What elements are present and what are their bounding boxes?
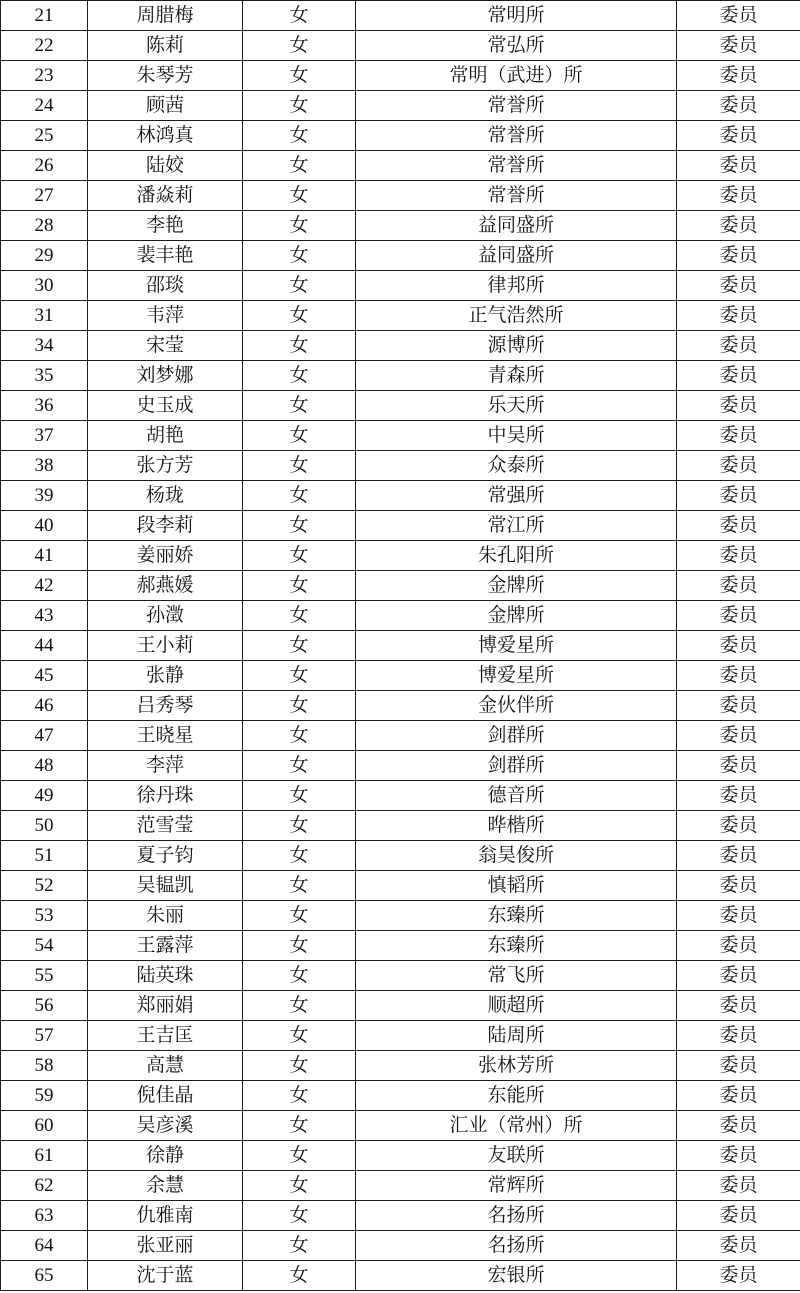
member-name-cell: 韦萍 [88,301,243,331]
row-number-cell: 55 [1,961,88,991]
gender-cell: 女 [243,241,356,271]
law-firm-cell: 陆周所 [356,1021,677,1051]
row-number-cell: 62 [1,1171,88,1201]
row-number-cell: 63 [1,1201,88,1231]
role-cell: 委员 [677,241,800,271]
row-number-cell: 42 [1,571,88,601]
member-name-cell: 陈莉 [88,31,243,61]
law-firm-cell: 常强所 [356,481,677,511]
row-number-cell: 45 [1,661,88,691]
table-row [1,211,800,241]
row-number-cell: 57 [1,1021,88,1051]
member-name-cell: 胡艳 [88,421,243,451]
law-firm-cell: 东臻所 [356,901,677,931]
role-cell: 委员 [677,661,800,691]
law-firm-cell: 晔楷所 [356,811,677,841]
member-name-cell: 裴丰艳 [88,241,243,271]
member-name-cell: 李萍 [88,751,243,781]
member-name-cell: 陆姣 [88,151,243,181]
member-name-cell: 李艳 [88,211,243,241]
gender-cell: 女 [243,331,356,361]
row-number-cell: 64 [1,1231,88,1261]
row-number-cell: 29 [1,241,88,271]
table-row [1,811,800,841]
row-number-cell: 37 [1,421,88,451]
role-cell: 委员 [677,1171,800,1201]
row-number-cell: 38 [1,451,88,481]
gender-cell: 女 [243,181,356,211]
role-cell: 委员 [677,451,800,481]
table-row [1,121,800,151]
role-cell: 委员 [677,691,800,721]
role-cell: 委员 [677,571,800,601]
law-firm-cell: 益同盛所 [356,211,677,241]
gender-cell: 女 [243,751,356,781]
law-firm-cell: 金伙伴所 [356,691,677,721]
row-number-cell: 31 [1,301,88,331]
member-name-cell: 夏子钧 [88,841,243,871]
law-firm-cell: 常誉所 [356,121,677,151]
gender-cell: 女 [243,841,356,871]
table-row [1,31,800,61]
law-firm-cell: 德音所 [356,781,677,811]
row-number-cell: 52 [1,871,88,901]
gender-cell: 女 [243,1111,356,1141]
gender-cell: 女 [243,541,356,571]
law-firm-cell: 常明（武进）所 [356,61,677,91]
gender-cell: 女 [243,1231,356,1261]
role-cell: 委员 [677,271,800,301]
table-row [1,1081,800,1111]
row-number-cell: 47 [1,721,88,751]
law-firm-cell: 东能所 [356,1081,677,1111]
gender-cell: 女 [243,211,356,241]
role-cell: 委员 [677,541,800,571]
gender-cell: 女 [243,721,356,751]
row-number-cell: 26 [1,151,88,181]
table-row [1,301,800,331]
member-name-cell: 王晓星 [88,721,243,751]
table-row [1,961,800,991]
row-number-cell: 46 [1,691,88,721]
gender-cell: 女 [243,361,356,391]
law-firm-cell: 慎韬所 [356,871,677,901]
gender-cell: 女 [243,271,356,301]
member-name-cell: 杨珑 [88,481,243,511]
table-row [1,601,800,631]
member-name-cell: 段李莉 [88,511,243,541]
table-row [1,181,800,211]
member-name-cell: 张亚丽 [88,1231,243,1261]
table-row [1,1171,800,1201]
row-number-cell: 54 [1,931,88,961]
row-number-cell: 48 [1,751,88,781]
gender-cell: 女 [243,631,356,661]
law-firm-cell: 朱孔阳所 [356,541,677,571]
member-name-cell: 孙澂 [88,601,243,631]
role-cell: 委员 [677,991,800,1021]
row-number-cell: 28 [1,211,88,241]
row-number-cell: 22 [1,31,88,61]
member-name-cell: 史玉成 [88,391,243,421]
row-number-cell: 58 [1,1051,88,1081]
role-cell: 委员 [677,151,800,181]
role-cell: 委员 [677,1111,800,1141]
table-row [1,1201,800,1231]
row-number-cell: 53 [1,901,88,931]
table-row [1,631,800,661]
law-firm-cell: 乐天所 [356,391,677,421]
row-number-cell: 23 [1,61,88,91]
table-row [1,841,800,871]
law-firm-cell: 翁昊俊所 [356,841,677,871]
table-row [1,271,800,301]
table-row [1,1,800,31]
role-cell: 委员 [677,931,800,961]
role-cell: 委员 [677,961,800,991]
member-name-cell: 徐静 [88,1141,243,1171]
gender-cell: 女 [243,481,356,511]
table-row [1,721,800,751]
role-cell: 委员 [677,211,800,241]
gender-cell: 女 [243,871,356,901]
law-firm-cell: 常江所 [356,511,677,541]
role-cell: 委员 [677,751,800,781]
gender-cell: 女 [243,31,356,61]
role-cell: 委员 [677,1231,800,1261]
role-cell: 委员 [677,1021,800,1051]
table-row [1,991,800,1021]
member-name-cell: 郝燕媛 [88,571,243,601]
table-row [1,1111,800,1141]
table-row [1,751,800,781]
gender-cell: 女 [243,1021,356,1051]
gender-cell: 女 [243,1171,356,1201]
gender-cell: 女 [243,931,356,961]
row-number-cell: 41 [1,541,88,571]
law-firm-cell: 源博所 [356,331,677,361]
gender-cell: 女 [243,991,356,1021]
role-cell: 委员 [677,121,800,151]
gender-cell: 女 [243,1141,356,1171]
role-cell: 委员 [677,61,800,91]
row-number-cell: 24 [1,91,88,121]
member-name-cell: 姜丽娇 [88,541,243,571]
member-name-cell: 顾茜 [88,91,243,121]
table-row [1,481,800,511]
law-firm-cell: 常飞所 [356,961,677,991]
table-row [1,1051,800,1081]
member-name-cell: 徐丹珠 [88,781,243,811]
law-firm-cell: 常辉所 [356,1171,677,1201]
role-cell: 委员 [677,871,800,901]
table-row [1,781,800,811]
gender-cell: 女 [243,421,356,451]
law-firm-cell: 益同盛所 [356,241,677,271]
gender-cell: 女 [243,781,356,811]
row-number-cell: 60 [1,1111,88,1141]
member-name-cell: 郑丽娟 [88,991,243,1021]
row-number-cell: 50 [1,811,88,841]
row-number-cell: 65 [1,1261,88,1291]
row-number-cell: 27 [1,181,88,211]
gender-cell: 女 [243,1081,356,1111]
row-number-cell: 51 [1,841,88,871]
table-row [1,691,800,721]
law-firm-cell: 正气浩然所 [356,301,677,331]
role-cell: 委员 [677,1261,800,1291]
role-cell: 委员 [677,361,800,391]
member-name-cell: 吴彦溪 [88,1111,243,1141]
law-firm-cell: 常明所 [356,1,677,31]
table-row [1,91,800,121]
gender-cell: 女 [243,391,356,421]
member-name-cell: 朱丽 [88,901,243,931]
law-firm-cell: 名扬所 [356,1231,677,1261]
law-firm-cell: 金牌所 [356,571,677,601]
gender-cell: 女 [243,901,356,931]
row-number-cell: 30 [1,271,88,301]
gender-cell: 女 [243,571,356,601]
law-firm-cell: 常誉所 [356,181,677,211]
member-name-cell: 宋莹 [88,331,243,361]
law-firm-cell: 汇业（常州）所 [356,1111,677,1141]
table-row [1,541,800,571]
table-row [1,901,800,931]
member-name-cell: 林鸿真 [88,121,243,151]
table-row [1,241,800,271]
role-cell: 委员 [677,301,800,331]
law-firm-cell: 博爱星所 [356,631,677,661]
member-name-cell: 余慧 [88,1171,243,1201]
gender-cell: 女 [243,151,356,181]
member-name-cell: 高慧 [88,1051,243,1081]
member-name-cell: 王吉匡 [88,1021,243,1051]
member-name-cell: 潘焱莉 [88,181,243,211]
law-firm-cell: 张林芳所 [356,1051,677,1081]
member-name-cell: 张方芳 [88,451,243,481]
role-cell: 委员 [677,181,800,211]
law-firm-cell: 剑群所 [356,751,677,781]
table-row [1,571,800,601]
member-name-cell: 朱琴芳 [88,61,243,91]
row-number-cell: 40 [1,511,88,541]
gender-cell: 女 [243,961,356,991]
table-row [1,61,800,91]
role-cell: 委员 [677,481,800,511]
member-name-cell: 范雪莹 [88,811,243,841]
role-cell: 委员 [677,901,800,931]
member-name-cell: 周腊梅 [88,1,243,31]
row-number-cell: 39 [1,481,88,511]
member-name-cell: 仇雅南 [88,1201,243,1231]
table-row [1,331,800,361]
role-cell: 委员 [677,1051,800,1081]
gender-cell: 女 [243,1051,356,1081]
row-number-cell: 59 [1,1081,88,1111]
row-number-cell: 56 [1,991,88,1021]
role-cell: 委员 [677,331,800,361]
table-row [1,931,800,961]
law-firm-cell: 东臻所 [356,931,677,961]
table-row [1,1231,800,1261]
row-number-cell: 49 [1,781,88,811]
role-cell: 委员 [677,811,800,841]
role-cell: 委员 [677,631,800,661]
table-row [1,421,800,451]
member-name-cell: 陆英珠 [88,961,243,991]
role-cell: 委员 [677,1141,800,1171]
law-firm-cell: 常弘所 [356,31,677,61]
gender-cell: 女 [243,301,356,331]
gender-cell: 女 [243,601,356,631]
table-row [1,151,800,181]
role-cell: 委员 [677,511,800,541]
role-cell: 委员 [677,841,800,871]
member-name-cell: 王露萍 [88,931,243,961]
table-row [1,871,800,901]
row-number-cell: 61 [1,1141,88,1171]
table-row [1,511,800,541]
law-firm-cell: 众泰所 [356,451,677,481]
law-firm-cell: 常誉所 [356,91,677,121]
gender-cell: 女 [243,91,356,121]
member-name-cell: 吕秀琴 [88,691,243,721]
gender-cell: 女 [243,691,356,721]
row-number-cell: 36 [1,391,88,421]
role-cell: 委员 [677,91,800,121]
law-firm-cell: 剑群所 [356,721,677,751]
member-name-cell: 邵琰 [88,271,243,301]
row-number-cell: 21 [1,1,88,31]
gender-cell: 女 [243,1261,356,1291]
gender-cell: 女 [243,1201,356,1231]
role-cell: 委员 [677,1081,800,1111]
row-number-cell: 35 [1,361,88,391]
gender-cell: 女 [243,121,356,151]
law-firm-cell: 律邦所 [356,271,677,301]
law-firm-cell: 宏银所 [356,1261,677,1291]
roster-body [1,1,800,1291]
member-name-cell: 倪佳晶 [88,1081,243,1111]
member-name-cell: 吴韫凯 [88,871,243,901]
row-number-cell: 25 [1,121,88,151]
role-cell: 委员 [677,421,800,451]
gender-cell: 女 [243,511,356,541]
table-row [1,1261,800,1291]
law-firm-cell: 常誉所 [356,151,677,181]
role-cell: 委员 [677,721,800,751]
table-row [1,661,800,691]
row-number-cell: 34 [1,331,88,361]
role-cell: 委员 [677,781,800,811]
table-row [1,391,800,421]
law-firm-cell: 友联所 [356,1141,677,1171]
member-name-cell: 王小莉 [88,631,243,661]
table-row [1,1021,800,1051]
gender-cell: 女 [243,811,356,841]
table-row [1,451,800,481]
law-firm-cell: 名扬所 [356,1201,677,1231]
table-row [1,1141,800,1171]
role-cell: 委员 [677,1,800,31]
law-firm-cell: 博爱星所 [356,661,677,691]
law-firm-cell: 中吴所 [356,421,677,451]
gender-cell: 女 [243,1,356,31]
member-name-cell: 沈于蓝 [88,1261,243,1291]
member-name-cell: 刘梦娜 [88,361,243,391]
row-number-cell: 43 [1,601,88,631]
role-cell: 委员 [677,391,800,421]
role-cell: 委员 [677,601,800,631]
row-number-cell: 44 [1,631,88,661]
law-firm-cell: 顺超所 [356,991,677,1021]
member-name-cell: 张静 [88,661,243,691]
gender-cell: 女 [243,451,356,481]
law-firm-cell: 青森所 [356,361,677,391]
role-cell: 委员 [677,31,800,61]
gender-cell: 女 [243,61,356,91]
table-row [1,361,800,391]
role-cell: 委员 [677,1201,800,1231]
law-firm-cell: 金牌所 [356,601,677,631]
gender-cell: 女 [243,661,356,691]
